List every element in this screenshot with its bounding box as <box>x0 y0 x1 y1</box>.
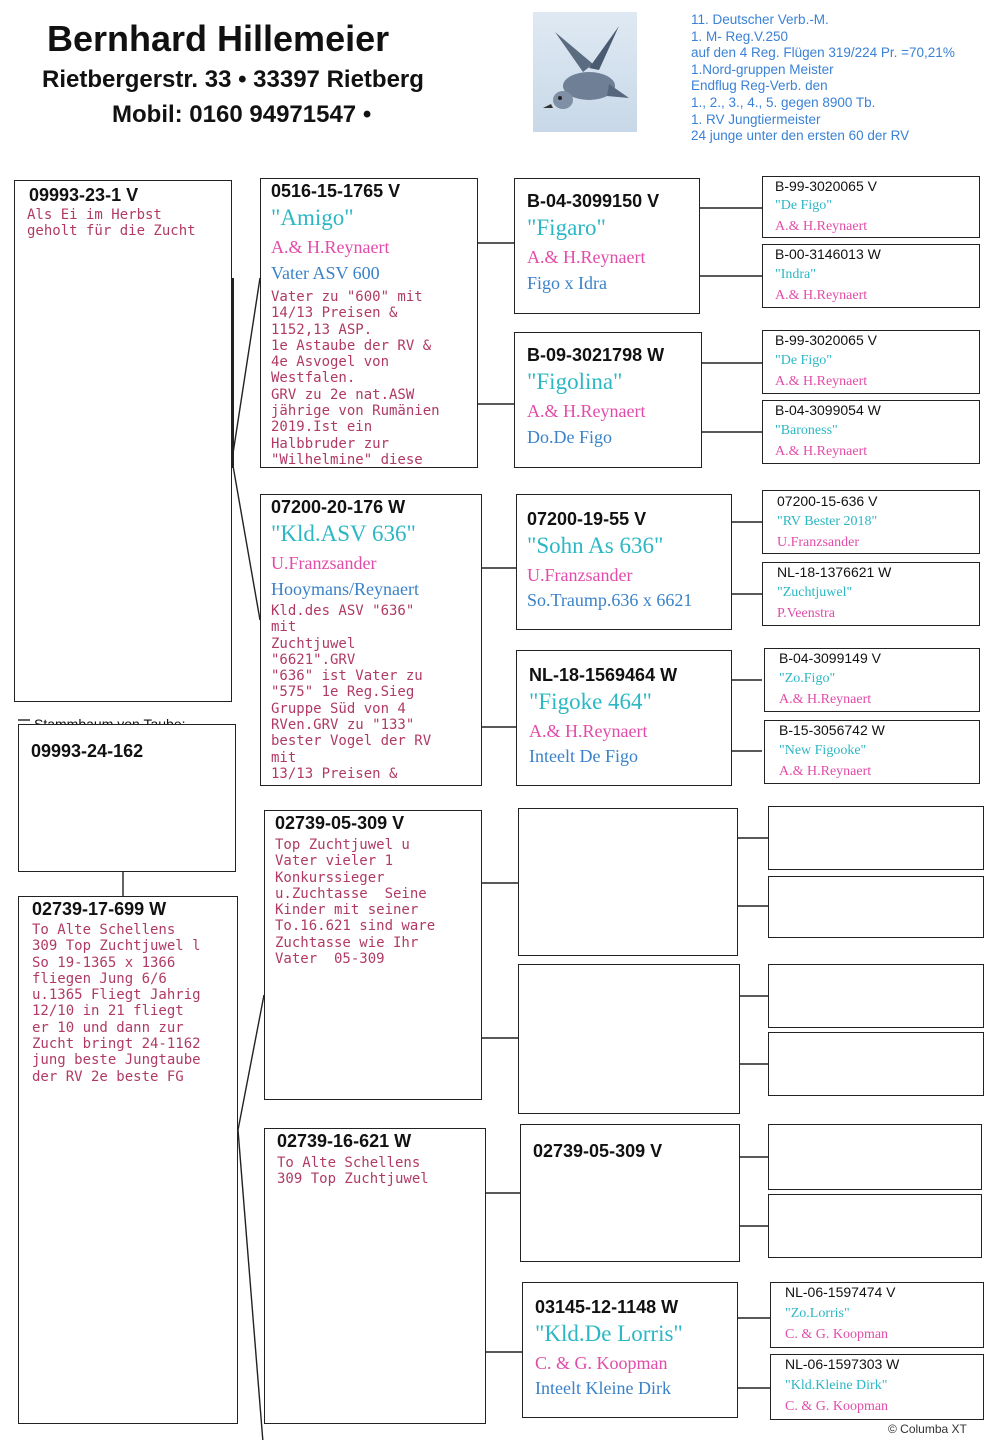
breeder: A.& H.Reynaert <box>775 219 868 234</box>
pigeon-name: "Figolina" <box>527 369 623 394</box>
pigeon-name: "Zo.Figo" <box>779 671 836 686</box>
ring-number: B-04-3099054 W <box>775 402 881 418</box>
notes: Top Zuchtjuwel u Vater vieler 1 Konkurssieger u.Zuchtasse Seine Kinder mit seiner To.16.621 sind ware Zuchtasse wie Ihr Vater 05-309 <box>275 837 436 968</box>
pedigree-info: So.Traump.636 x 6621 <box>527 590 693 610</box>
pigeon-name: "Figoke 464" <box>529 689 652 714</box>
ring-number: 07200-19-55 V <box>527 509 647 529</box>
gen3-sds-box[interactable] <box>516 494 732 630</box>
copyright: © Columba XT <box>888 1422 967 1436</box>
ring-number: 0516-15-1765 V <box>271 181 401 201</box>
ring-number: B-15-3056742 W <box>779 722 885 738</box>
dam-notes: To Alte Schellens 309 Top Zuchtjuwel l So 19-1365 x 1366 fliegen Jung 6/6 u.1365 Fliegt Jahrig 12/10 in 21 fliegt er 10 und dann zur Zucht bringt 24-1162 jung beste Jungtaube der RV 2e beste FG <box>32 922 201 1085</box>
gen4-box-c[interactable] <box>762 330 980 394</box>
breeder-address: Rietbergerstr. 33 • 33397 Rietberg <box>42 66 424 93</box>
achievement-line: 1. M- Reg.V.250 <box>691 28 789 44</box>
breeder: A.& H.Reynaert <box>779 764 872 779</box>
achievement-line: Endflug Reg-Verb. den <box>691 78 828 94</box>
breeder: P.Veenstra <box>777 606 835 621</box>
ring-number: B-04-3099150 V <box>527 191 660 211</box>
gen3-ddd-box[interactable] <box>522 1282 738 1418</box>
ring-number: B-04-3099149 V <box>779 650 881 666</box>
gen2-sd-box[interactable] <box>260 494 482 786</box>
pigeon-name: "De Figo" <box>775 198 832 213</box>
gen3-sdd-box[interactable] <box>516 650 732 786</box>
ring-number: B-99-3020065 V <box>775 178 877 194</box>
breeder: A.& H.Reynaert <box>775 288 868 303</box>
breeder: A.& H.Reynaert <box>779 692 872 707</box>
breeder: U.Franzsander <box>527 565 633 585</box>
breeder-name: Bernhard Hillemeier <box>47 18 390 59</box>
pedigree-info: Vater ASV 600 <box>271 263 380 283</box>
achievement-line: 24 junge unter den ersten 60 der RV <box>691 128 910 144</box>
achievement-line: auf den 4 Reg. Flügen 319/224 Pr. =70,21% <box>691 45 955 61</box>
achievement-line: 1.Nord-gruppen Meister <box>691 61 834 77</box>
gen4-box-b[interactable] <box>762 244 980 308</box>
breeder: C. & G. Koopman <box>785 1399 889 1414</box>
gen4-box-f[interactable] <box>762 562 980 626</box>
notes: Vater zu "600" mit 14/13 Preisen & 1152,13 ASP. 1e Astaube der RV & 4e Asvogel von Westfalen. GRV zu 2e nat.ASW jährige von Rumänien 2019.Ist ein Halbbruder zur "Wilhelmine" diese <box>271 289 440 468</box>
pedigree-info: Do.De Figo <box>527 427 612 447</box>
pigeon-name: "Sohn As 636" <box>527 533 664 558</box>
ring-number: 07200-15-636 V <box>777 493 878 509</box>
pedigree-info: Inteelt De Figo <box>529 746 638 766</box>
sire-ring: 09993-23-1 V <box>29 185 139 205</box>
ring-number: 07200-20-176 W <box>271 497 406 517</box>
gen4-box-p[interactable] <box>768 1194 982 1258</box>
breeder: A.& H.Reynaert <box>271 237 390 257</box>
breeder: A.& H.Reynaert <box>775 444 868 459</box>
pigeon-name: "Zo.Lorris" <box>785 1306 850 1321</box>
ring-number: NL-18-1569464 W <box>529 665 678 685</box>
pigeon-name: "Indra" <box>775 267 816 282</box>
gen4-box-d[interactable] <box>762 400 980 464</box>
dam-box[interactable] <box>18 896 238 1424</box>
pedigree-info: Hooymans/Reynaert <box>271 579 419 599</box>
gen4-box-h[interactable] <box>764 720 980 784</box>
achievement-line: 11. Deutscher Verb.-M. <box>691 12 829 27</box>
gen3-dsd-box[interactable] <box>518 964 740 1114</box>
ring-number: 02739-05-309 V <box>275 813 405 833</box>
pedigree-info: Figo x Idra <box>527 273 607 293</box>
breeder: C. & G. Koopman <box>785 1327 889 1342</box>
breeder: A.& H.Reynaert <box>527 401 646 421</box>
gen2-dd-box[interactable] <box>264 1128 486 1424</box>
pigeon-name: "Zuchtjuwel" <box>777 585 853 600</box>
sire-notes: Als Ei im Herbst geholt für die Zucht <box>27 207 196 239</box>
breeder: U.Franzsander <box>777 535 860 550</box>
gen3-sss-box[interactable] <box>514 178 700 314</box>
dam-ring: 02739-17-699 W <box>32 899 167 919</box>
gen2-ss-box[interactable] <box>260 178 478 468</box>
gen4-box-n[interactable] <box>770 1354 984 1420</box>
ring-number: 03145-12-1148 W <box>535 1297 679 1317</box>
gen4-box-l[interactable] <box>768 1032 984 1096</box>
gen4-box-g[interactable] <box>764 648 980 712</box>
pigeon-name: "Figaro" <box>527 215 606 240</box>
pigeon-name: "Baroness" <box>775 423 838 438</box>
gen4-box-j[interactable] <box>768 876 984 938</box>
pigeon-name: "RV Bester 2018" <box>777 514 878 529</box>
subject-box[interactable] <box>18 724 236 872</box>
notes: To Alte Schellens 309 Top Zuchtjuwel <box>277 1155 429 1188</box>
ring-number: B-00-3146013 W <box>775 246 881 262</box>
gen4-box-k[interactable] <box>768 964 984 1028</box>
gen4-box-o[interactable] <box>768 1124 982 1190</box>
pedigree-info: Inteelt Kleine Dirk <box>535 1378 671 1398</box>
subject-ring: 09993-24-162 <box>31 741 144 761</box>
pigeon-name: "Amigo" <box>271 205 354 230</box>
achievement-line: 1., 2., 3., 4., 5. gegen 8900 Tb. <box>691 94 876 110</box>
ring-number: 02739-16-621 W <box>277 1131 412 1151</box>
notes: Kld.des ASV "636" mit Zuchtjuwel "6621".GRV "636" ist Vater zu "575" 1e Reg.Sieg Gruppe Süd von 4 RVen.GRV zu "133" bester Vogel der RV mit 13/13 Preisen & <box>271 603 432 782</box>
ring-number: NL-06-1597303 W <box>785 1356 900 1372</box>
ring-number: NL-18-1376621 W <box>777 564 892 580</box>
breeder: A.& H.Reynaert <box>775 374 868 389</box>
achievement-line: 1. RV Jungtiermeister <box>691 111 821 127</box>
ring-number: B-99-3020065 V <box>775 332 877 348</box>
pigeon-name: "Kld.ASV 636" <box>271 521 416 546</box>
gen4-box-i[interactable] <box>768 806 984 870</box>
gen3-dds-box[interactable] <box>520 1124 740 1262</box>
breeder: A.& H.Reynaert <box>529 721 648 741</box>
ring-number: B-09-3021798 W <box>527 345 665 365</box>
breeder-mobile: Mobil: 0160 94971547 • <box>112 101 372 128</box>
gen3-dss-box[interactable] <box>518 808 738 956</box>
gen2-ds-box[interactable] <box>264 810 482 1100</box>
gen3-ssd-box[interactable] <box>514 332 702 468</box>
breeder: A.& H.Reynaert <box>527 247 646 267</box>
pigeon-name: "De Figo" <box>775 353 832 368</box>
ring-number: NL-06-1597474 V <box>785 1284 896 1300</box>
breeder: U.Franzsander <box>271 553 377 573</box>
sire-box[interactable] <box>14 180 232 702</box>
ring-number: 02739-05-309 V <box>533 1141 663 1161</box>
pigeon-name: "Kld.Kleine Dirk" <box>785 1378 888 1393</box>
gen4-box-e[interactable] <box>762 490 980 554</box>
breeder: C. & G. Koopman <box>535 1353 668 1373</box>
gen4-box-a[interactable] <box>762 176 980 238</box>
gen4-box-m[interactable] <box>770 1282 984 1348</box>
pigeon-name: "New Figooke" <box>779 743 867 758</box>
pigeon-name: "Kld.De Lorris" <box>535 1321 683 1346</box>
